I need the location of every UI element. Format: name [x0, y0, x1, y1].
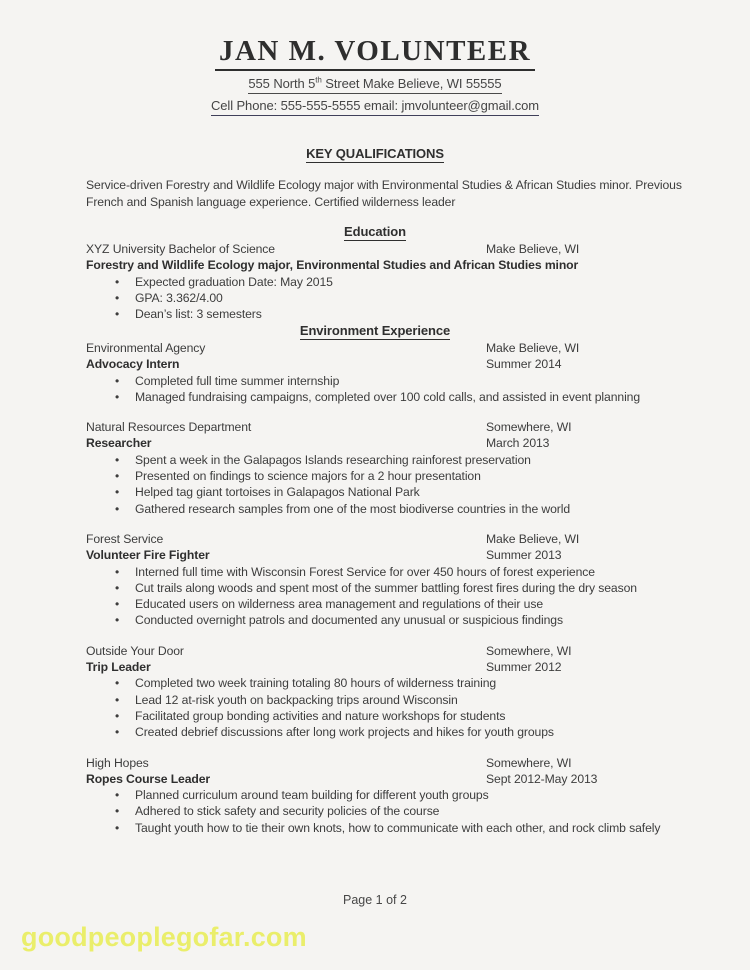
company-name: High Hopes — [86, 755, 149, 770]
job-location: Somewhere, WI — [486, 755, 572, 770]
job-bullet: • Created debrief discussions after long work projects and hikes for youth groups — [135, 724, 730, 740]
job-bullet: • Completed two week training totaling 80 hours of wilderness training — [135, 675, 730, 691]
section-title-key-qualifications: KEY QUALIFICATIONS — [306, 146, 444, 163]
job-block — [86, 419, 730, 517]
company-name: Outside Your Door — [86, 643, 184, 658]
company-name: Forest Service — [86, 531, 164, 546]
job-bullet: • Adhered to stick safety and security policies of the course — [135, 803, 730, 819]
address-ordinal: th — [315, 75, 322, 85]
section-key-qualifications — [20, 146, 730, 163]
job-bullet-list — [86, 373, 730, 406]
job-bullet-list — [86, 675, 730, 740]
qualifications-line: French and Spanish language experience. Certified wilderness leader — [86, 194, 456, 209]
job-company-row — [86, 340, 730, 356]
school-name: XYZ University Bachelor of Science — [86, 242, 275, 257]
job-bullet: • Planned curriculum around team building for different youth groups — [135, 787, 730, 803]
job-role-row — [86, 547, 730, 563]
job-location: Somewhere, WI — [486, 420, 572, 435]
job-block — [86, 755, 730, 836]
job-date: Summer 2012 — [486, 660, 562, 675]
job-role-row — [86, 659, 730, 675]
job-role-row — [86, 435, 730, 451]
page-number: Page 1 of 2 — [343, 893, 407, 907]
job-bullet: • Managed fundraising campaigns, completed over 100 cold calls, and assisted in event planning — [135, 389, 730, 405]
job-company-row — [86, 419, 730, 435]
job-company-row — [86, 643, 730, 659]
page-title: JAN M. VOLUNTEER — [215, 34, 535, 71]
job-bullet-list — [86, 787, 730, 836]
job-location: Make Believe, WI — [486, 340, 580, 355]
job-role: Advocacy Intern — [86, 357, 180, 372]
contact-line: Cell Phone: 555-555-5555 email: jmvolunteer@gmail.com — [211, 98, 539, 116]
job-bullet: • Gathered research samples from one of the most biodiverse countries in the world — [135, 501, 730, 517]
qualifications-paragraph — [86, 177, 726, 210]
job-bullet: • Lead 12 at-risk youth on backpacking trips around Wisconsin — [135, 692, 730, 708]
job-bullet: • Interned full time with Wisconsin Forest Service for over 450 hours of forest experience — [135, 564, 730, 580]
education-bullet-list — [86, 274, 730, 323]
job-location: Somewhere, WI — [486, 643, 572, 658]
job-date: Summer 2014 — [486, 357, 562, 372]
job-block — [86, 340, 730, 405]
job-bullet: • Conducted overnight patrols and documented any unusual or suspicious findings — [135, 612, 730, 628]
education-bullet: • Dean’s list: 3 semesters — [135, 306, 730, 322]
job-bullet-list — [86, 452, 730, 517]
job-location: Make Believe, WI — [486, 531, 580, 546]
job-bullet: • Presented on findings to science majors for a 2 hour presentation — [135, 468, 730, 484]
job-role: Volunteer Fire Fighter — [86, 548, 210, 563]
job-company-row — [86, 755, 730, 771]
job-bullet: • Completed full time summer internship — [135, 373, 730, 389]
job-bullet: • Facilitated group bonding activities and nature workshops for students — [135, 708, 730, 724]
address-line — [248, 76, 501, 94]
job-role: Ropes Course Leader — [86, 771, 211, 786]
job-bullet: • Helped tag giant tortoises in Galapagos National Park — [135, 484, 730, 500]
section-education — [20, 224, 730, 241]
education-bullet: • Expected graduation Date: May 2015 — [135, 274, 730, 290]
job-role: Researcher — [86, 436, 152, 451]
job-role: Trip Leader — [86, 660, 151, 675]
address-prefix: 555 North 5 — [248, 76, 316, 91]
job-bullet: • Spent a week in the Galapagos Islands researching rainforest preservation — [135, 452, 730, 468]
qualifications-line: Service-driven Forestry and Wildlife Ecology major with Environmental Studies & African Studies minor. Previous — [86, 178, 682, 193]
job-company-row — [86, 531, 730, 547]
address-suffix: Street Make Believe, WI 55555 — [321, 76, 502, 91]
job-block — [86, 643, 730, 741]
job-date: Summer 2013 — [486, 548, 562, 563]
job-bullet: • Cut trails along woods and spent most of the summer battling forest fires during the dry season — [135, 580, 730, 596]
job-role-row — [86, 356, 730, 372]
job-bullet-list — [86, 564, 730, 629]
section-title-experience: Environment Experience — [300, 323, 450, 340]
job-date: Sept 2012-May 2013 — [486, 771, 598, 786]
job-bullet: • Taught youth how to tie their own knots, how to communicate with each other, and rock climb safely — [135, 820, 730, 836]
education-bullet: • GPA: 3.362/4.00 — [135, 290, 730, 306]
company-name: Natural Resources Department — [86, 420, 252, 435]
job-bullet: • Educated users on wilderness area management and regulations of their use — [135, 596, 730, 612]
education-location: Make Believe, WI — [486, 242, 580, 257]
company-name: Environmental Agency — [86, 340, 206, 355]
doc-header — [20, 34, 730, 116]
education-major: Forestry and Wildlife Ecology major, Environmental Studies and African Studies minor — [86, 258, 579, 273]
job-role-row — [86, 771, 730, 787]
education-school-row — [86, 241, 730, 257]
watermark: goodpeoplegofar.com — [21, 922, 307, 952]
job-date: March 2013 — [486, 436, 550, 451]
section-experience — [20, 323, 730, 340]
section-title-education: Education — [344, 224, 406, 241]
job-block — [86, 531, 730, 629]
